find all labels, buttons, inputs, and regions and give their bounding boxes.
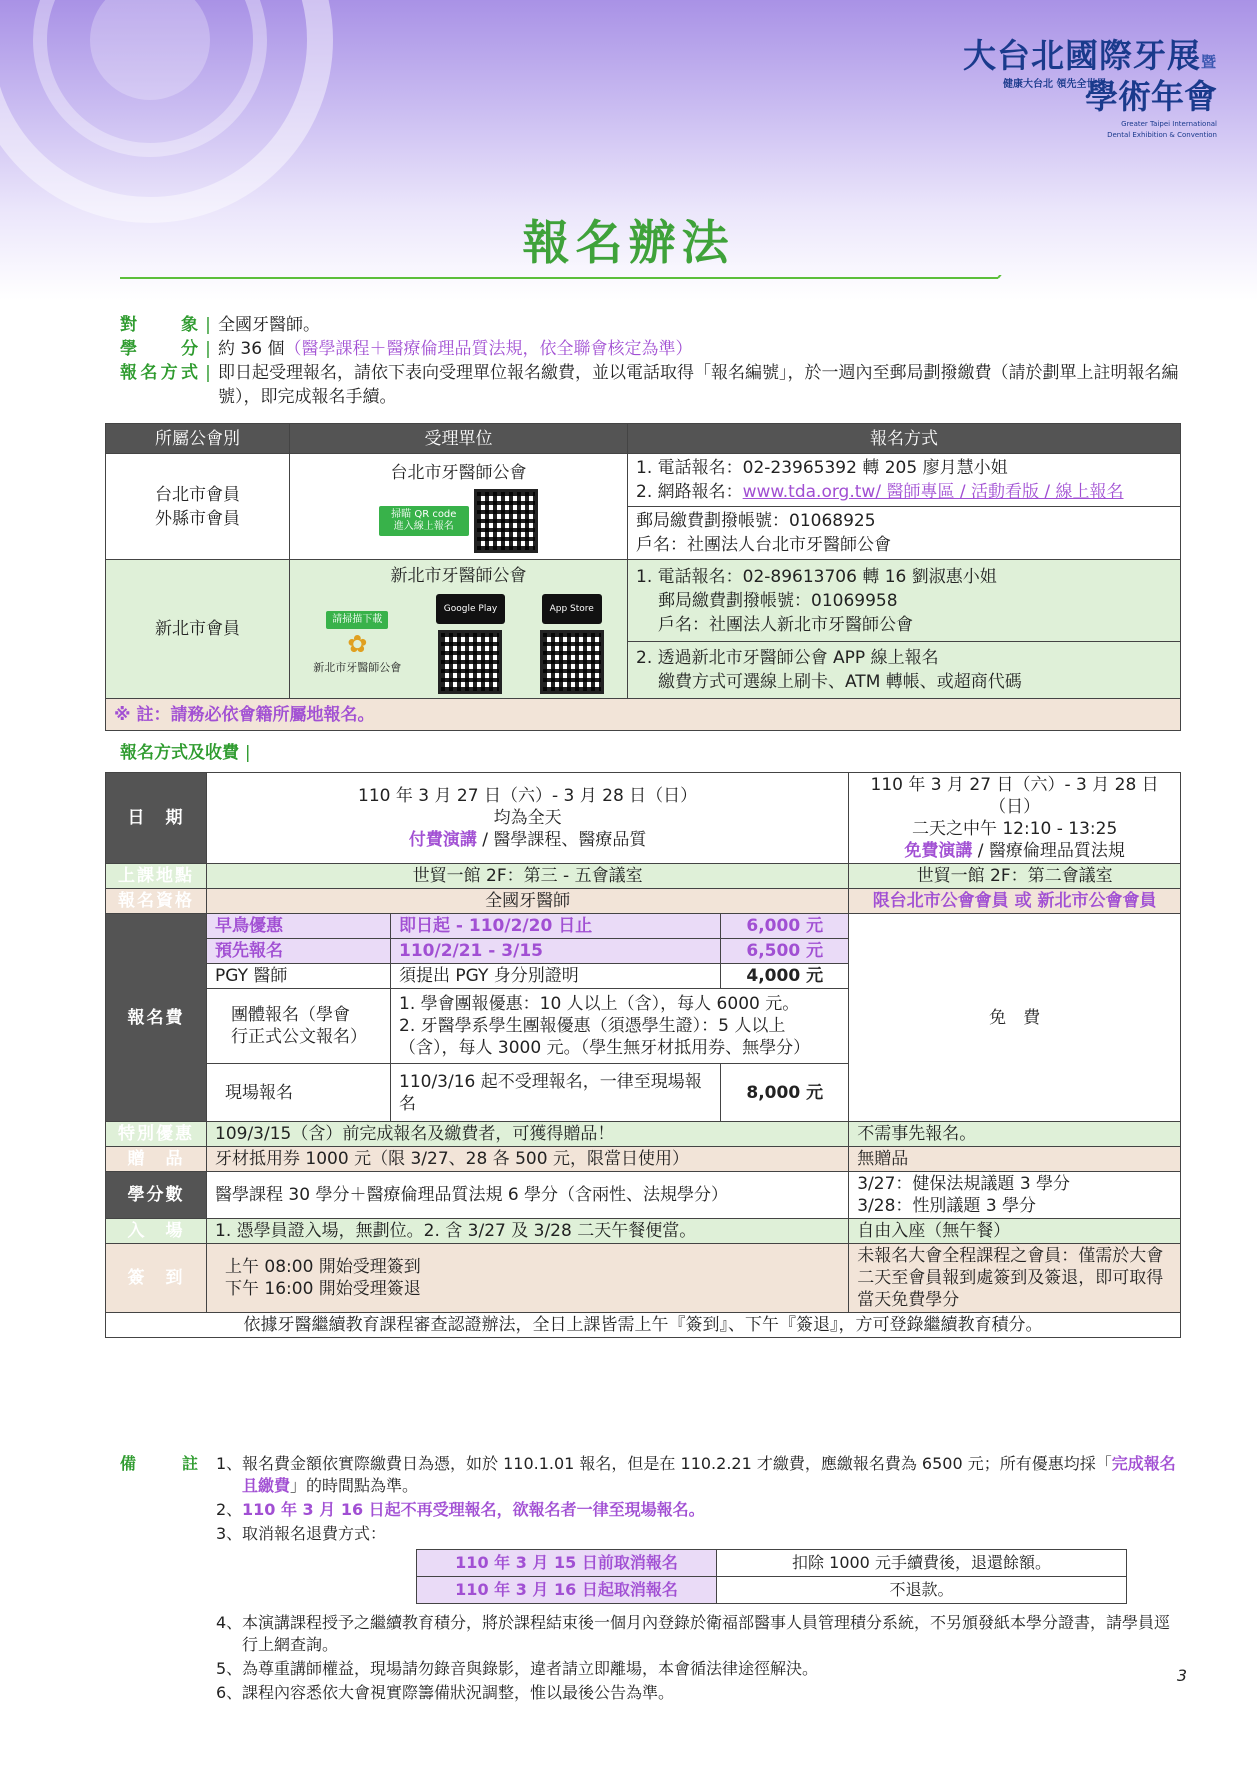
registration-info: 對 象 | 全國牙醫師。 學 分 | 約 36 個（醫學課程＋醫療倫理品質法規，依全聯會核定為準） 報名方式 | 即日起受理報名，請依下表向受理單位報名繳費，並以電話取得「報名編號」，於一週內至郵局劃撥繳費（請於劃單上註明報名編號），即完成報名手續。 [120, 315, 1179, 407]
membership-note: ※ 註：請務必依會籍所屬地報名。 [106, 699, 1181, 731]
app-store-button[interactable]: App Store [542, 594, 602, 624]
registration-units-table: 所屬公會別 受理單位 報名方式 台北市會員 外縣市會員 台北市牙醫師公會 掃瞄 QR code 進入線上報名 1. 電話報名：02-23965392 轉 205 廖月慧小姐 2. 網路報名：www.tda.org.tw/ 醫師專區 / 活動看版 / 線上報名 郵局繳費劃撥帳號：01068925 戶名：社團法人台北市牙醫師公會 新北市會員 新北市牙醫師公會 請掃描下載 ✿ 新北市牙醫師公會 Google Play App Store 1. 電話報名：02-89613706 轉 16 劉淑惠小姐 郵局繳費劃撥帳號：01069958 戶名：社團法人新北市牙醫師公會 2. 透過新北市牙醫師公會 APP 線上報名 繳費方式可選線上刷卡、ATM 轉帳、或超商代碼 ※ 註：請務必依會籍所屬地報名。 [105, 423, 1181, 731]
qr-register-badge[interactable]: 掃瞄 QR code 進入線上報名 [379, 506, 469, 536]
page-number: 3 [1176, 1666, 1187, 1685]
page-title: 報名辦法 [522, 216, 735, 271]
section-heading: 報名方式及收費 | [120, 743, 251, 763]
google-play-button[interactable]: Google Play [436, 594, 505, 624]
refund-table: 110 年 3 月 15 日前取消報名 扣除 1000 元手續費後，退還餘額。 110 年 3 月 16 日起取消報名 不退款。 [416, 1549, 1127, 1604]
event-logo: 大台北國際牙展暨 學術年會 健康大台北 領先全世界 Greater Taipei International Dental Exhibition & Convention [962, 36, 1217, 139]
qr-code-ios[interactable] [540, 630, 604, 694]
online-register-link[interactable]: www.tda.org.tw/ 醫師專區 / 活動看版 / 線上報名 [742, 482, 1124, 502]
qr-code[interactable] [474, 489, 538, 553]
title-underline [120, 275, 1050, 307]
qr-code-android[interactable] [438, 630, 502, 694]
fees-table: 日 期 110 年 3 月 27 日（六）- 3 月 28 日（日） 均為全天 付費演講 / 醫學課程、醫療品質 110 年 3 月 27 日（六）- 3 月 28 日（日） 二天之中午 12:10 - 13:25 免費演講 / 醫療倫理品質法規 上課地點 世貿一館 2F：第三 - 五會議室 世貿一館 2F：第二會議室 報名資格 全國牙醫師 限台北市公會會員 或 新北市公會會員 報名費 早鳥優惠 即日起 - 110/2/20 日止 6,000 元 免 費 預先報名 110/2/21 - 3/15 6,500 元 PGY 醫師 須提出 PGY 身分別證明 4,000 元 團體報名（學會行正式公文報名） 1. 學會團報優惠：10 人以上（含），每人 6000 元。 2. 牙醫學系學生團報優惠（須憑學生證）：5 人以上（含），每人 3000 元。（學生無牙材抵用券、無學分） 現場報名 110/3/16 起不受理報名，一律至現場報名 8,000 元 特別優惠 109/3/15（含）前完成報名及繳費者，可獲得贈品！ 不需事先報名。 贈 品 牙材抵用券 1000 元（限 3/27、28 各 500 元，限當日使用） 無贈品 學分數 醫學課程 30 學分＋醫療倫理品質法規 6 學分（含兩性、法規學分） 3/27：健保法規議題 3 學分 3/28：性別議題 3 學分 入 場 1. 憑學員證入場，無劃位。2. 含 3/27 及 3/28 二天午餐便當。 自由入座（無午餐） 簽 到 上午 08:00 開始受理簽到 下午 16:00 開始受理簽退 未報名大會全程課程之會員：僅需於大會二天至會員報到處簽到及簽退，即可取得當天免費學分 依據牙醫繼續教育課程審查認證辦法，全日上課皆需上午『簽到』、下午『簽退』，方可登錄繼續教育積分。 [105, 772, 1181, 1338]
